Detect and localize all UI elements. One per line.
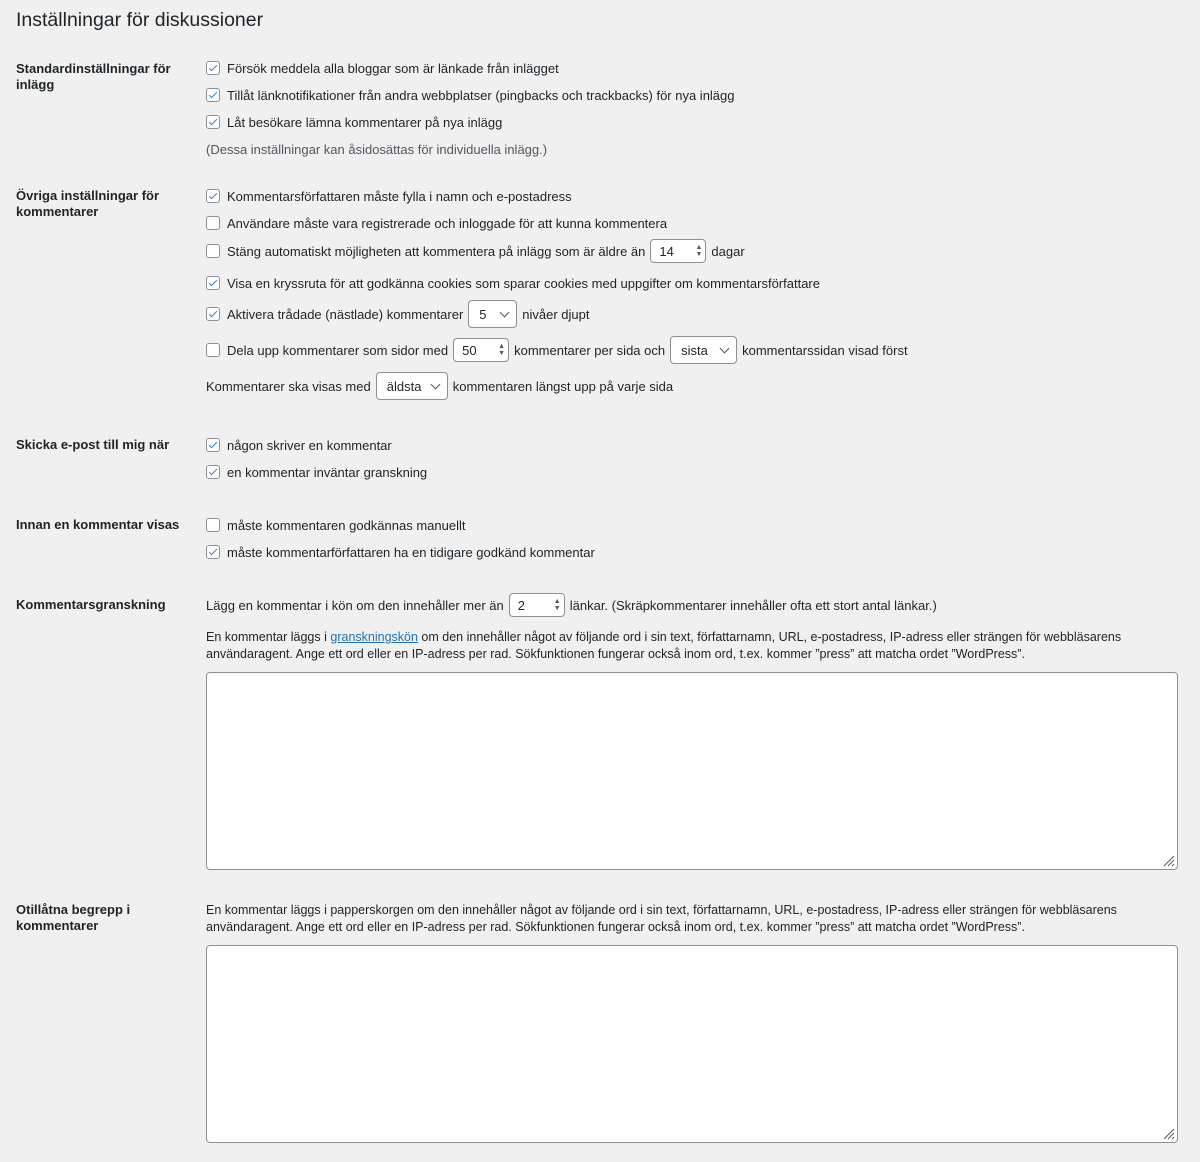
default-page-label: kommentarssidan visad först xyxy=(742,342,908,358)
disallowed-keys-textarea[interactable] xyxy=(206,945,1178,1143)
thread-depth-unit: nivåer djupt xyxy=(522,306,590,322)
email-on-moderation-checkbox[interactable] xyxy=(206,465,220,479)
threaded-comments-label: Aktivera trådade (nästlade) kommentarer xyxy=(227,306,464,322)
auto-close-days-unit: dagar xyxy=(711,243,745,259)
notify-linked-blogs-option[interactable] xyxy=(206,56,559,80)
comment-order-value: äldsta xyxy=(386,378,422,394)
allow-comments-label: Låt besökare lämna kommentarer på nya inlägg xyxy=(227,114,503,130)
paginate-comments-label: Dela upp kommentarer som sidor med xyxy=(227,342,449,358)
allow-comments-option[interactable] xyxy=(206,110,502,134)
page-title: Inställningar för diskussioner xyxy=(16,9,264,31)
allow-comments-checkbox[interactable] xyxy=(206,115,220,129)
threaded-comments-checkbox[interactable] xyxy=(206,307,220,321)
email-on-comment-label: någon skriver en kommentar xyxy=(227,437,392,453)
manual-approval-label: måste kommentaren godkännas manuellt xyxy=(227,517,466,533)
email-me-label: Skicka e-post till mig när xyxy=(16,437,170,452)
before-comment-appears-label: Innan en kommentar visas xyxy=(16,517,180,532)
number-spinner-icon[interactable]: ▲ ▼ xyxy=(498,343,506,357)
previously-approved-label: måste kommentarförfattaren ha en tidigare godkänd kommentar xyxy=(227,544,595,560)
require-name-email-option[interactable] xyxy=(206,184,572,208)
moderation-desc-before: En kommentar läggs i xyxy=(206,630,327,644)
manual-approval-checkbox[interactable] xyxy=(206,518,220,532)
moderation-description xyxy=(206,629,1166,663)
resize-grip-icon[interactable] xyxy=(1161,1126,1175,1140)
email-on-moderation-option[interactable] xyxy=(206,460,427,484)
moderation-links-input[interactable] xyxy=(509,593,565,617)
disallowed-keys-label: Otillåtna begrepp i kommentarer xyxy=(16,902,131,933)
moderation-links-value: 2 xyxy=(517,597,525,613)
comments-per-page-label: kommentarer per sida och xyxy=(514,342,666,358)
registered-only-label: Användare måste vara registrerade och inloggade för att kunna kommentera xyxy=(227,215,668,231)
comment-order-select[interactable] xyxy=(376,372,448,400)
auto-close-option xyxy=(206,239,745,263)
default-page-value: sista xyxy=(681,342,708,358)
moderation-links-option xyxy=(206,593,937,617)
auto-close-days-value: 14 xyxy=(659,243,674,259)
registered-only-option[interactable] xyxy=(206,211,667,235)
allow-pingbacks-label: Tillåt länknotifikationer från andra webbplatser (pingbacks och trackbacks) för nya inlägg xyxy=(227,87,735,103)
paginate-comments-checkbox[interactable] xyxy=(206,343,220,357)
auto-close-checkbox[interactable] xyxy=(206,244,220,258)
comment-order-option xyxy=(206,374,673,398)
moderation-links-suffix: länkar. (Skräpkommentarer innehåller ofta ett stort antal länkar.) xyxy=(569,597,937,613)
email-on-comment-option[interactable] xyxy=(206,433,392,457)
notify-linked-blogs-label: Försök meddela alla bloggar som är länkade från inlägget xyxy=(227,60,559,76)
notify-linked-blogs-checkbox[interactable] xyxy=(206,61,220,75)
email-on-moderation-label: en kommentar inväntar granskning xyxy=(227,464,428,480)
cookies-optin-label: Visa en kryssruta för att godkänna cookies som sparar cookies med uppgifter om kommentarsförfattare xyxy=(227,275,820,291)
thread-depth-select[interactable] xyxy=(468,300,517,328)
previously-approved-checkbox[interactable] xyxy=(206,545,220,559)
require-name-email-label: Kommentarsförfattaren måste fylla i namn och e-postadress xyxy=(227,188,572,204)
number-spinner-icon[interactable]: ▲ ▼ xyxy=(553,598,561,612)
email-on-comment-checkbox[interactable] xyxy=(206,438,220,452)
cookies-optin-checkbox[interactable] xyxy=(206,276,220,290)
chevron-down-icon xyxy=(720,344,730,354)
allow-pingbacks-option[interactable] xyxy=(206,83,735,107)
other-comment-settings-label: Övriga inställningar för kommentarer xyxy=(16,188,160,219)
registered-only-checkbox[interactable] xyxy=(206,216,220,230)
auto-close-days-input[interactable] xyxy=(650,239,706,263)
default-post-settings-label: Standardinställningar för inlägg xyxy=(16,61,171,92)
cookies-optin-option[interactable] xyxy=(206,271,820,295)
chevron-down-icon xyxy=(500,308,510,318)
moderation-queue-link[interactable]: granskningskön xyxy=(330,630,418,644)
moderation-keys-textarea[interactable] xyxy=(206,672,1178,870)
manual-approval-option[interactable] xyxy=(206,513,465,537)
comment-order-label: Kommentarer ska visas med xyxy=(206,378,371,394)
auto-close-label: Stäng automatiskt möjligheten att kommentera på inlägg som är äldre än xyxy=(227,243,646,259)
default-post-note: (Dessa inställningar kan åsidosättas för individuella inlägg.) xyxy=(206,142,548,157)
number-spinner-icon[interactable]: ▲ ▼ xyxy=(695,244,703,258)
threaded-comments-option xyxy=(206,302,590,326)
moderation-links-label: Lägg en kommentar i kön om den innehåller mer än xyxy=(206,597,504,613)
previously-approved-option[interactable] xyxy=(206,540,595,564)
require-name-email-checkbox[interactable] xyxy=(206,189,220,203)
paginate-comments-option xyxy=(206,338,908,362)
moderation-desc-after: om den innehåller något av följande ord i sin text, författarnamn, URL, e-postadress, IP-adress eller strängen för webbläsarens användaragent. Ange ett ord eller en IP-adress per rad. Sökfunktionen fungerar också inom ord, t.ex. kommer ”press” att matcha ordet ”WordPress”. xyxy=(206,630,1122,661)
thread-depth-value: 5 xyxy=(479,306,487,322)
disallowed-description: En kommentar läggs i papperskorgen om den innehåller något av följande ord i sin text, författarnamn, URL, e-postadress, IP-adress eller strängen för webbläsarens användaragent. Ange ett ord eller en IP-adress per rad. Sökfunktionen fungerar också inom ord, t.ex. kommer ”press” att matcha ordet ”WordPress”. xyxy=(206,903,1117,934)
resize-grip-icon[interactable] xyxy=(1161,853,1175,867)
comments-per-page-value: 50 xyxy=(462,342,477,358)
default-page-select[interactable] xyxy=(670,336,737,364)
allow-pingbacks-checkbox[interactable] xyxy=(206,88,220,102)
comment-moderation-label: Kommentarsgranskning xyxy=(16,597,166,612)
chevron-down-icon xyxy=(430,380,440,390)
comment-order-suffix: kommentaren längst upp på varje sida xyxy=(452,378,674,394)
comments-per-page-input[interactable] xyxy=(453,338,509,362)
